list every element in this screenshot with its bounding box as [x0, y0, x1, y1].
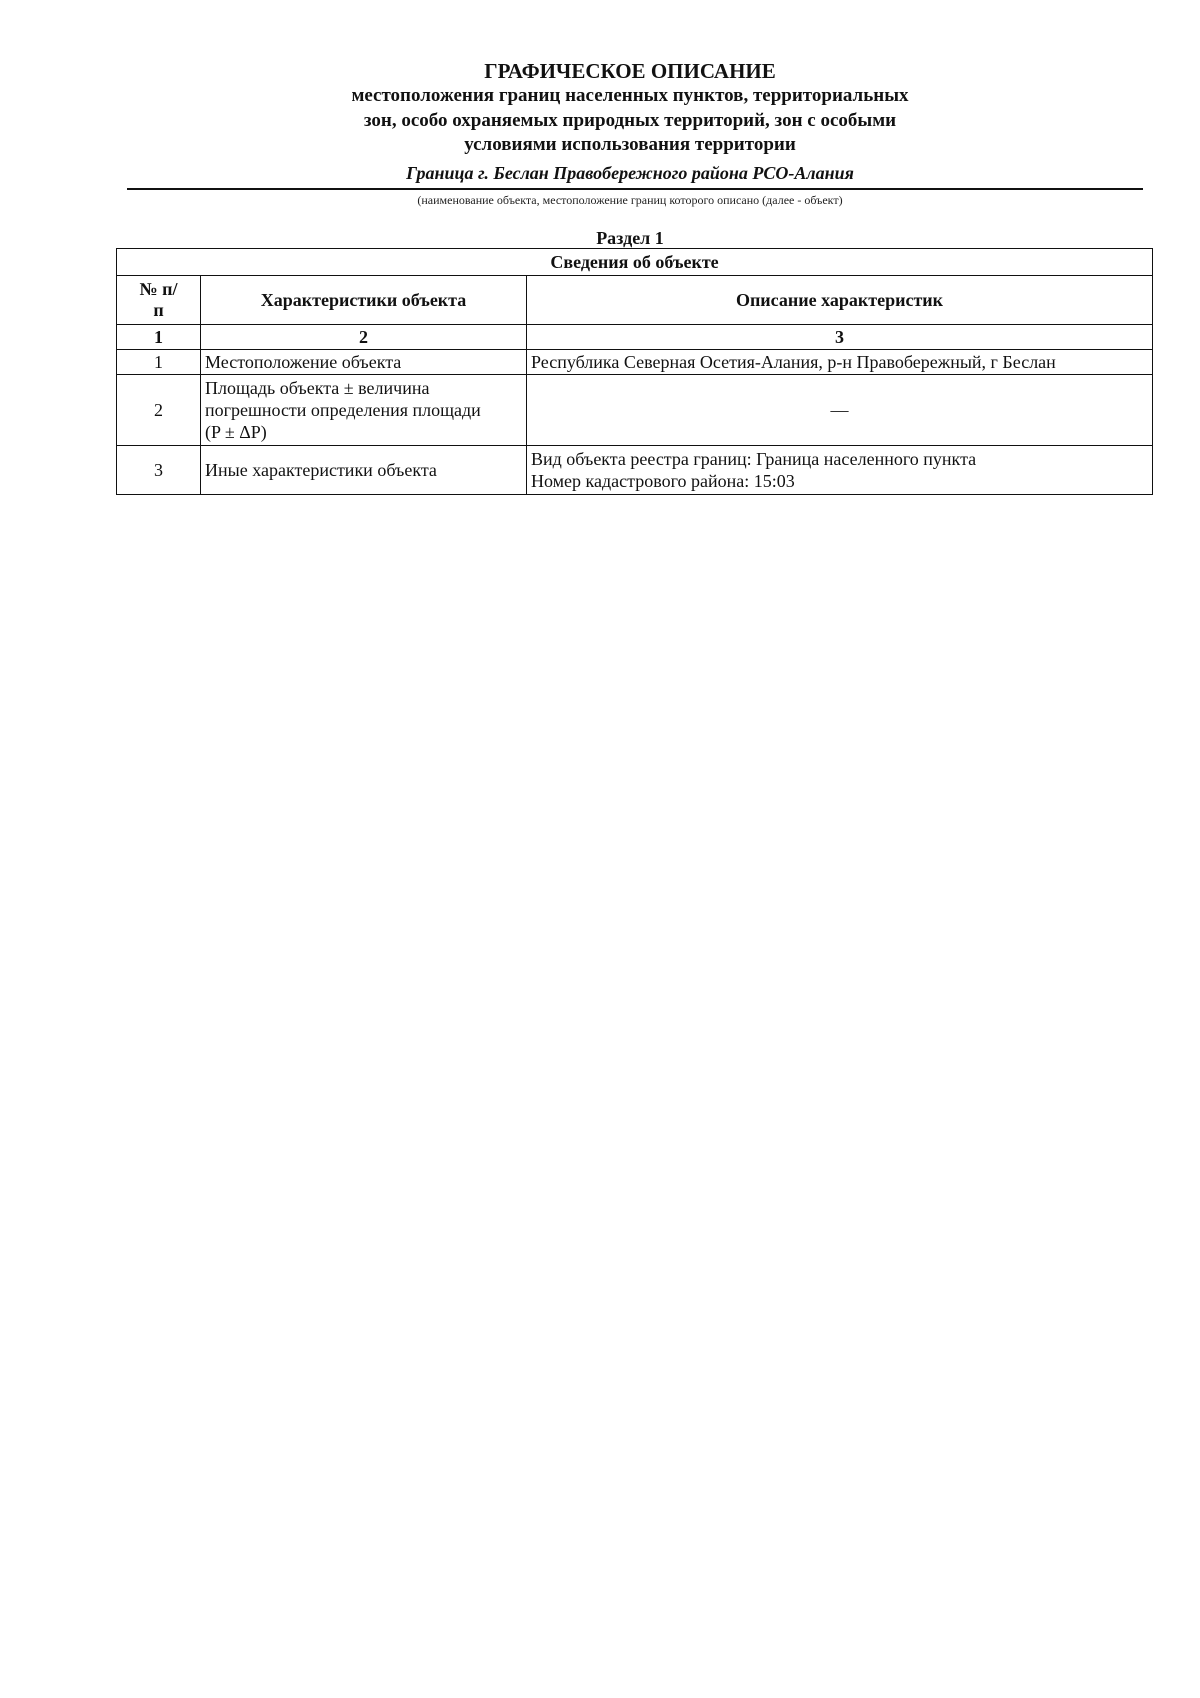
table-row	[117, 375, 1153, 446]
row-characteristic	[201, 446, 527, 495]
column-header-number-text: № п/п	[139, 279, 178, 320]
cell-line: Республика Северная Осетия-Алания, р-н Правобережный, г Беслан	[531, 352, 1056, 372]
column-index: 2	[201, 325, 527, 350]
table-caption-row	[117, 249, 1153, 276]
subtitle-line: местоположения границ населенных пунктов, территориальных	[351, 85, 909, 106]
table-header-row	[117, 276, 1153, 325]
table-row	[117, 350, 1153, 375]
row-description	[527, 350, 1153, 375]
cell-line: (P ± ΔP)	[205, 422, 267, 442]
table-caption: Сведения об объекте	[117, 249, 1153, 276]
object-name-underline	[127, 188, 1143, 190]
column-header-number	[117, 276, 201, 325]
cell-line: Площадь объекта ± величина	[205, 378, 430, 398]
row-number: 2	[117, 375, 201, 446]
document-title: ГРАФИЧЕСКОЕ ОПИСАНИЕ	[484, 59, 776, 83]
cell-line: Номер кадастрового района: 15:03	[531, 471, 795, 491]
column-index: 3	[527, 325, 1153, 350]
row-description	[527, 375, 1153, 446]
row-characteristic	[201, 350, 527, 375]
cell-line: Иные характеристики объекта	[205, 460, 437, 480]
cell-line: Вид объекта реестра границ: Граница населенного пункта	[531, 449, 977, 469]
column-index-row	[117, 325, 1153, 350]
document-subtitle	[0, 84, 1200, 158]
column-header-description: Описание характеристик	[527, 276, 1153, 325]
cell-line: Местоположение объекта	[205, 352, 402, 372]
cell-line: погрешности определения площади	[205, 400, 481, 420]
subtitle-line: зон, особо охраняемых природных территорий, зон с особыми	[363, 109, 897, 131]
row-characteristic	[201, 375, 527, 446]
object-name: Граница г. Беслан Правобережного района РСО-Алания	[406, 163, 854, 183]
row-description	[527, 446, 1153, 495]
table-row	[117, 446, 1153, 495]
object-info-table	[116, 248, 1153, 495]
section-title: Раздел 1	[596, 228, 664, 248]
row-number: 3	[117, 446, 201, 495]
cell-line: —	[830, 400, 849, 420]
row-number: 1	[117, 350, 201, 375]
object-caption: (наименование объекта, местоположение границ которого описано (далее - объект)	[417, 193, 843, 207]
column-header-characteristic: Характеристики объекта	[201, 276, 527, 325]
column-index: 1	[117, 325, 201, 350]
subtitle-line: условиями использования территории	[464, 134, 796, 155]
